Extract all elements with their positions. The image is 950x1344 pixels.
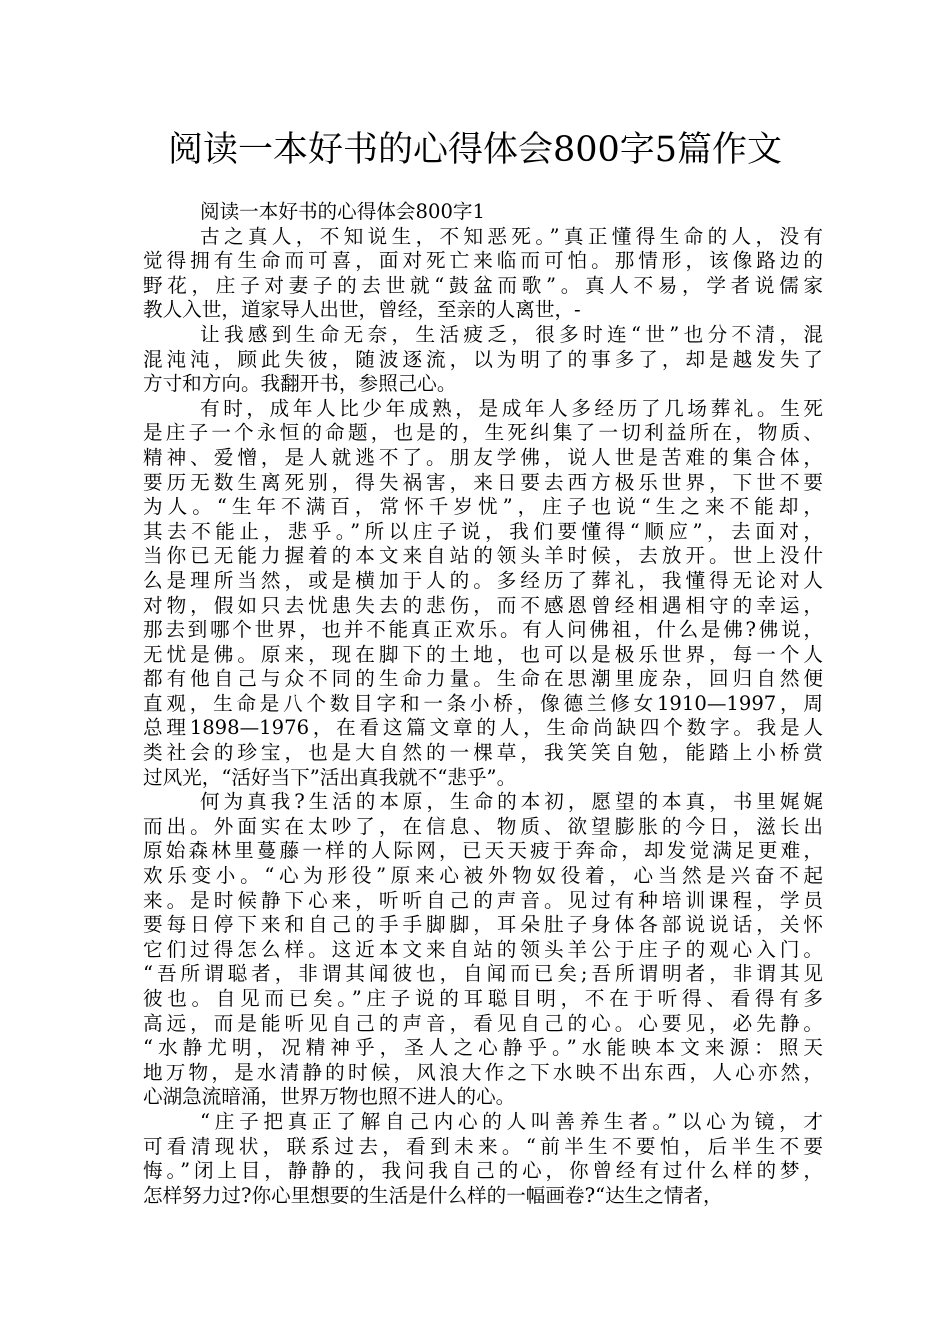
paragraph-line: 野花，庄子对妻子的去世就“鼓盆而歌”。真人不易，学者说儒家	[143, 273, 823, 297]
paragraph-line: 有时，成年人比少年成熟，是成年人多经历了几场葬礼。生死	[200, 396, 823, 420]
section-heading: 阅读一本好书的心得体会800字1	[200, 200, 485, 223]
paragraph-line: 教人入世，道家导人出世，曾经，至亲的人离世，-	[143, 298, 581, 322]
paragraph-line: 总理1898—1976，在看这篇文章的人，生命尚缺四个数字。我是人	[143, 716, 823, 740]
paragraph-line: “水静尤明，况精神乎，圣人之心静乎。”水能映本文来源：照天	[143, 1036, 823, 1060]
paragraph-line: 要历无数生离死别，得失祸害，来日要去西方极乐世界，下世不要	[143, 470, 823, 494]
paragraph-line: 可看清现状，联系过去，看到未来。“前半生不要怕，后半生不要	[143, 1134, 823, 1158]
paragraph-line: 当你已无能力握着的本文来自站的领头羊时候，去放开。世上没什	[143, 544, 823, 568]
paragraph-line: 让我感到生命无奈，生活疲乏，很多时连“世”也分不清，混	[200, 322, 823, 346]
paragraph-line: 欢乐变小。“心为形役”原来心被外物奴役着，心当然是兴奋不起	[143, 864, 823, 888]
paragraph-line: 过风光，“活好当下”活出真我就不“悲乎”。	[143, 765, 517, 789]
paragraph-line: 么是理所当然，或是横加于人的。多经历了葬礼，我懂得无论对人	[143, 568, 823, 592]
paragraph-line: 混沌沌，顾此失彼，随波逐流，以为明了的事多了，却是越发失了	[143, 347, 823, 371]
paragraph-line: 怎样努力过?你心里想要的生活是什么样的一幅画卷?“达生之情者，	[143, 1183, 723, 1207]
document-title: 阅读一本好书的心得体会800字5篇作文	[167, 130, 783, 170]
paragraph-line: 直观，生命是八个数目字和一条小桥，像德兰修女1910—1997，周	[143, 691, 823, 715]
paragraph-line: 何为真我?生活的本原，生命的本初，愿望的本真，书里娓娓	[200, 790, 823, 814]
paragraph-line: 精神、爱憎，是人就逃不了。朋友学佛，说人世是苦难的集合体，	[143, 445, 823, 469]
paragraph-line: “庄子把真正了解自己内心的人叫善养生者。”以心为镜，才	[200, 1109, 823, 1133]
paragraph-line: 原始森林里蔓藤一样的人际网，已天天疲于奔命，却发觉满足更难，	[143, 839, 823, 863]
paragraph-line: 方寸和方向。我翻开书，参照己心。	[143, 372, 457, 396]
paragraph-line: 觉得拥有生命而可喜，面对死亡来临而可怕。那情形，该像路边的	[143, 249, 823, 273]
paragraph-line: 来。是时候静下心来，听听自己的声音。见过有种培训课程，学员	[143, 888, 823, 912]
paragraph-line: 它们过得怎么样。这近本文来自站的领头羊公于庄子的观心入门。	[143, 937, 823, 961]
paragraph-line: 古之真人，不知说生，不知恶死。”真正懂得生命的人，没有	[200, 224, 823, 248]
paragraph-line: 心湖急流暗涌，世界万物也照不进人的心。	[143, 1085, 516, 1109]
paragraph-line: 为人。“生年不满百，常怀千岁忧”，庄子也说“生之来不能却，	[143, 495, 823, 519]
document-body	[143, 200, 823, 1208]
paragraph-line: 地万物，是水清静的时候，风浪大作之下水映不出东西，人心亦然，	[143, 1060, 823, 1084]
paragraph-line: 要每日停下来和自己的手手脚脚，耳朵肚子身体各部说说话，关怀	[143, 913, 823, 937]
paragraph-line: 那去到哪个世界，也并不能真正欢乐。有人问佛祖，什么是佛?佛说，	[143, 618, 823, 642]
paragraph-line: 而出。外面实在太吵了，在信息、物质、欲望膨胀的今日，滋长出	[143, 814, 823, 838]
paragraph-line: 无忧是佛。原来，现在脚下的土地，也可以是极乐世界，每一个人	[143, 642, 823, 666]
paragraph-line: 高远，而是能听见自己的声音，看见自己的心。心要见，必先静。	[143, 1011, 823, 1035]
paragraph-line: 对物，假如只去忧患失去的悲伤，而不感恩曾经相遇相守的幸运，	[143, 593, 823, 617]
paragraph-line: 都有他自己与众不同的生命力量。生命在思潮里庞杂，回归自然便	[143, 667, 823, 691]
paragraph-line: 其去不能止，悲乎。”所以庄子说，我们要懂得“顺应”，去面对，	[143, 519, 823, 543]
paragraph-line: 是庄子一个永恒的命题，也是的，生死纠集了一切利益所在，物质、	[143, 421, 823, 445]
paragraph-line: 悔。”闭上目，静静的，我问我自己的心，你曾经有过什么样的梦，	[143, 1159, 823, 1183]
paragraph-line: 彼也。自见而已矣。”庄子说的耳聪目明，不在于听得、看得有多	[143, 987, 823, 1010]
paragraph-line: 类社会的珍宝，也是大自然的一棵草，我笑笑自勉，能踏上小桥赏	[143, 741, 823, 765]
paragraph-line: “吾所谓聪者，非谓其闻彼也，自闻而已矣;吾所谓明者，非谓其见	[143, 962, 823, 986]
